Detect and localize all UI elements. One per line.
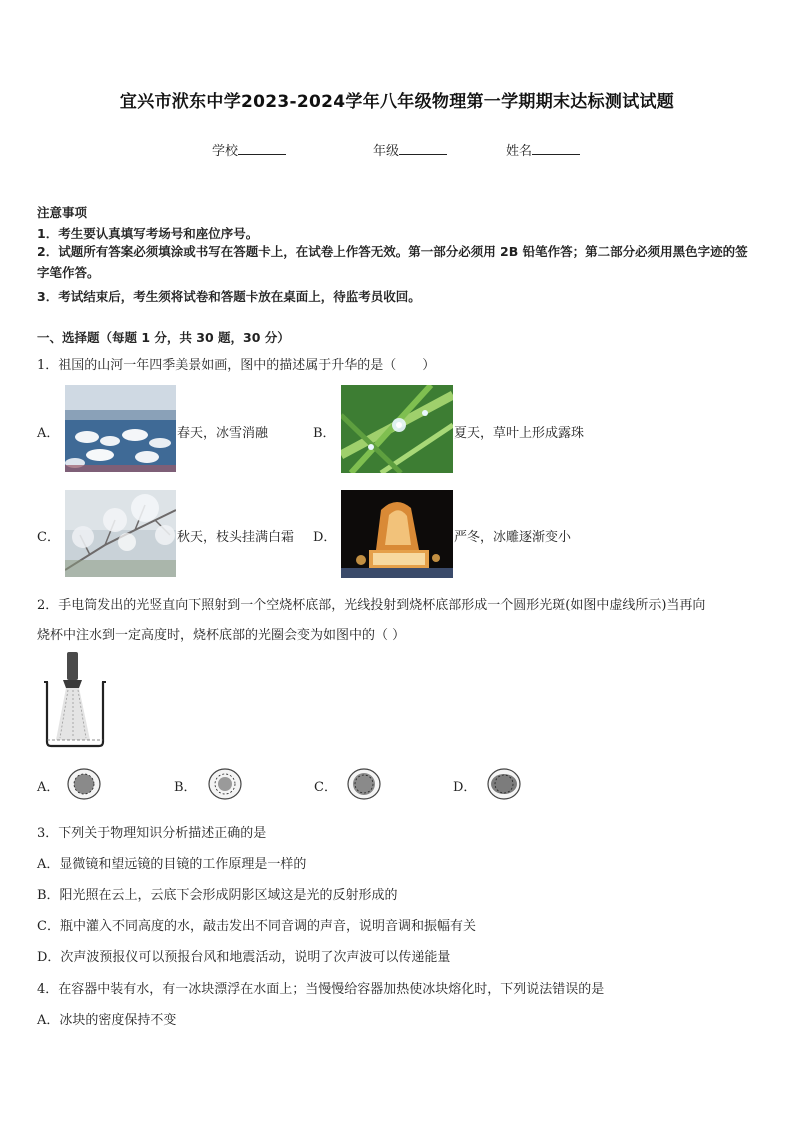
grade-label: 年级 <box>373 144 400 159</box>
q2-stem-line2: 烧杯中注水到一定高度时，烧杯底部的光圈会变为如图中的（ ） <box>37 628 406 643</box>
q3-option-b: B．阳光照在云上，云底下会形成阴影区域这是光的反射形成的 <box>37 888 398 903</box>
q1-stem: 1．祖国的山河一年四季美景如画，图中的描述属于升华的是（ ） <box>37 358 436 373</box>
q1-option-c-letter: C． <box>37 530 60 545</box>
q2-option-c-spot[interactable] <box>346 767 382 805</box>
q2-option-a-spot[interactable] <box>66 767 102 805</box>
notice-heading: 注意事项 <box>37 205 88 220</box>
q4-option-a: A．冰块的密度保持不变 <box>37 1013 177 1028</box>
name-blank <box>532 142 580 155</box>
section1-heading: 一、选择题（每题 1 分，共 30 题，30 分） <box>37 330 290 345</box>
q2-option-d-spot[interactable] <box>486 767 522 805</box>
notice-item-2: 2．试题所有答案必须填涂或书写在答题卡上，在试卷上作答无效。第一部分必须用 2B 铅笔作答；第二部分必须用黑色字迹的签字笔作答。 <box>37 244 748 280</box>
exam-title: 宜兴市洑东中学2023-2024学年八年级物理第一学期期末达标测试试题 <box>119 92 675 112</box>
q3-option-d: D．次声波预报仪可以预报台风和地震活动，说明了次声波可以传递能量 <box>37 950 451 965</box>
melting-snow-photo <box>65 385 176 472</box>
school-label: 学校 <box>212 144 239 159</box>
q2-stem-line1: 2．手电筒发出的光竖直向下照射到一个空烧杯底部，光线投射到烧杯底部形成一个圆形光斑(如图中虚线所示)当再向 <box>37 598 706 613</box>
school-field <box>212 140 286 159</box>
q3-option-a: A．显微镜和望远镜的目镜的工作原理是一样的 <box>37 857 307 872</box>
frost-branch-photo <box>65 490 176 577</box>
ice-sculpture-photo <box>341 490 453 578</box>
q2-option-b-spot[interactable] <box>207 767 243 805</box>
q3-option-c: C．瓶中灌入不同高度的水，敲击发出不同音调的声音，说明音调和振幅有关 <box>37 919 476 934</box>
grade-blank <box>399 142 447 155</box>
q2-option-a-letter: A． <box>37 780 60 795</box>
flashlight-beaker-figure <box>44 652 106 750</box>
school-blank <box>238 142 286 155</box>
q2-option-b-letter: B． <box>174 780 197 795</box>
q1-option-a-text: 春天，冰雪消融 <box>177 426 269 441</box>
q1-option-b-text: 夏天，草叶上形成露珠 <box>454 426 585 441</box>
q2-option-c-letter: C． <box>314 780 337 795</box>
notice-item-3: 3．考试结束后，考生须将试卷和答题卡放在桌面上，待监考员收回。 <box>37 289 421 304</box>
q1-option-d-letter: D． <box>313 530 337 545</box>
dew-grass-photo <box>341 385 453 473</box>
q2-option-d-letter: D． <box>453 780 477 795</box>
q3-stem: 3．下列关于物理知识分析描述正确的是 <box>37 826 267 841</box>
q1-option-a-letter: A． <box>37 426 60 441</box>
grade-field <box>373 140 447 159</box>
name-label: 姓名 <box>506 144 533 159</box>
q4-stem: 4．在容器中装有水，有一冰块漂浮在水面上；当慢慢给容器加热使冰块熔化时，下列说法错误的是 <box>37 982 605 997</box>
name-field <box>506 140 580 159</box>
q1-option-b-letter: B． <box>313 426 336 441</box>
q1-option-c-text: 秋天，枝头挂满白霜 <box>177 530 295 545</box>
notice-item-1: 1．考生要认真填写考场号和座位序号。 <box>37 226 259 241</box>
q1-option-d-text: 严冬，冰雕逐渐变小 <box>454 530 572 545</box>
